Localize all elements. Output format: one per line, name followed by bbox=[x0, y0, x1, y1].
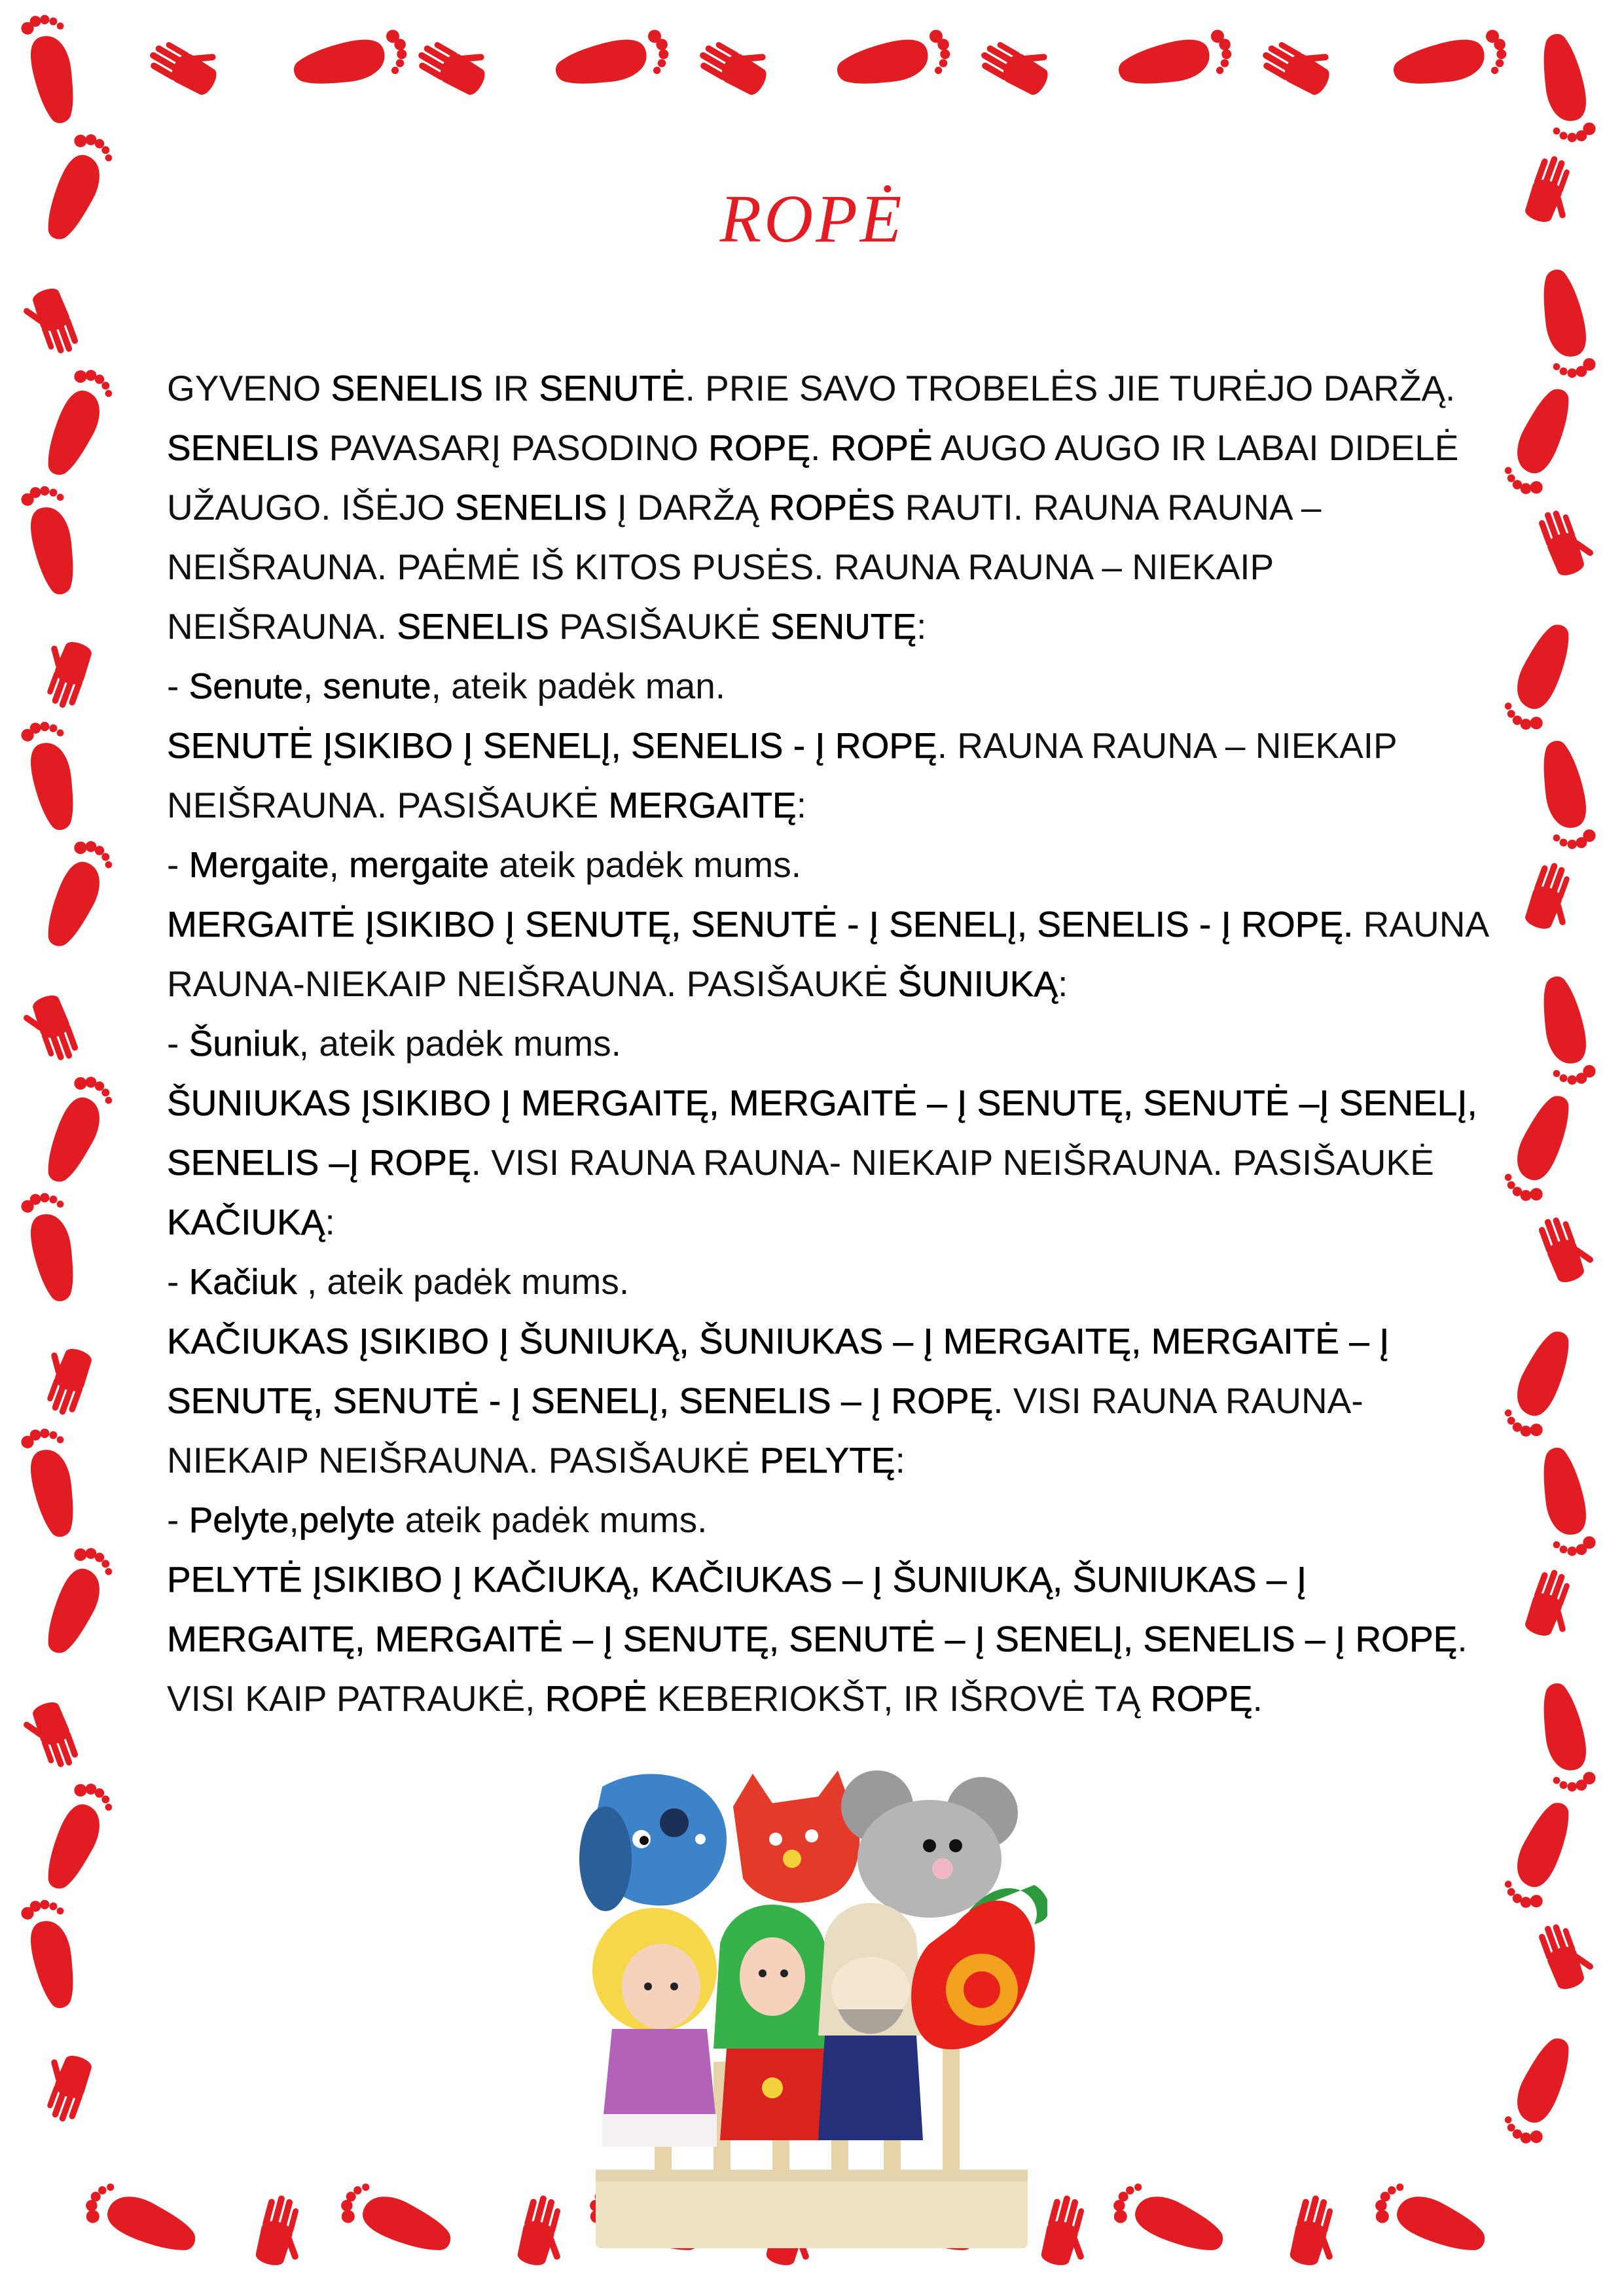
finger-puppets-illustration bbox=[576, 1761, 1047, 2258]
footprint-icon bbox=[1390, 27, 1512, 99]
story-run: - bbox=[167, 666, 189, 706]
story-emphasis: Šuniuk bbox=[189, 1023, 299, 1064]
story-run: ateik padėk mums. bbox=[395, 1499, 708, 1540]
story-emphasis: KAČIUKAS ĮSIKIBO Į ŠUNIUKĄ, ŠUNIUKAS – Į MERGAITĘ, MERGAITĖ – Į SENUTĘ, SENUTĖ - Į SENELĮ, SENELIS – Į ROPĘ bbox=[167, 1321, 1390, 1421]
story-emphasis: senute bbox=[323, 666, 431, 706]
footprint-icon bbox=[19, 480, 88, 598]
handprint-icon bbox=[32, 1341, 95, 1418]
footprint-icon bbox=[290, 27, 412, 99]
story-run: - bbox=[167, 844, 189, 885]
handprint-icon bbox=[976, 26, 1058, 99]
handprint-icon bbox=[32, 2048, 95, 2125]
story-run: ateik padėk mums. bbox=[489, 844, 802, 885]
handprint-icon bbox=[1536, 1915, 1599, 1992]
story-emphasis: MERGAITĖ ĮSIKIBO Į SENUTĘ, SENUTĖ - Į SENELĮ, SENELIS - Į ROPĘ. bbox=[167, 904, 1354, 944]
footprint-icon bbox=[40, 1543, 117, 1661]
handprint-icon bbox=[1536, 501, 1599, 579]
story-run: : bbox=[895, 1440, 905, 1480]
footprint-icon bbox=[1499, 1795, 1576, 1913]
story-emphasis: SENELIS bbox=[167, 427, 319, 468]
footprint-icon bbox=[552, 27, 674, 99]
story-emphasis: ROPĘ bbox=[708, 427, 811, 468]
story-run: , bbox=[302, 666, 323, 706]
story-emphasis: Kačiuk bbox=[189, 1261, 297, 1302]
story-emphasis: SENELIS bbox=[331, 368, 483, 408]
story-emphasis: Senute bbox=[189, 666, 303, 706]
story-run: Į DARŽĄ bbox=[607, 487, 769, 528]
handprint-icon bbox=[514, 2193, 575, 2272]
handprint-icon bbox=[18, 285, 81, 363]
story-run: KEBERIOKŠT, IR IŠROVĖ TĄ bbox=[647, 1678, 1151, 1719]
story-text bbox=[167, 359, 1502, 1729]
story-run: . VISI RAUNA RAUNA- NIEKAIP NEIŠRAUNA. PASIŠAUKĖ bbox=[167, 1380, 1363, 1480]
story-paragraph bbox=[167, 1312, 1502, 1490]
story-run: AUGO AUGO IR LABAI DIDELĖ UŽAUGO. IŠĖJO bbox=[167, 427, 1459, 528]
story-paragraph bbox=[167, 1014, 1502, 1073]
story-emphasis: ROPĖS bbox=[768, 487, 895, 528]
story-run: : bbox=[796, 785, 806, 825]
footprint-icon bbox=[19, 1894, 88, 2012]
story-emphasis: SENUTĘ bbox=[770, 606, 917, 647]
footprint-icon bbox=[1529, 30, 1598, 148]
story-run: , ateik padėk man. bbox=[431, 666, 726, 706]
footprint-icon bbox=[1499, 1323, 1576, 1442]
story-paragraph bbox=[167, 835, 1502, 895]
footprint-icon bbox=[1529, 973, 1598, 1090]
story-paragraph bbox=[167, 1550, 1502, 1729]
story-run: : bbox=[1058, 963, 1068, 1004]
story-emphasis: ROPĘ bbox=[1150, 1678, 1253, 1719]
story-run: . RAUNA RAUNA – NIEKAIP NEIŠRAUNA. PASIŠAUKĖ bbox=[167, 725, 1397, 825]
story-emphasis: MERGAITĘ bbox=[608, 785, 797, 825]
footprint-icon bbox=[1499, 1088, 1576, 1206]
handprint-icon bbox=[695, 26, 777, 99]
story-run: RAUTI. RAUNA RAUNA – NEIŠRAUNA. PAĖMĖ IŠ KITOS PUSĖS. RAUNA RAUNA – NIEKAIP NEIŠRAUNA. bbox=[167, 487, 1322, 647]
story-run: , ateik padėk mums. bbox=[297, 1261, 630, 1302]
footprint-icon bbox=[336, 2178, 459, 2259]
story-run: PAVASARĮ PASODINO bbox=[319, 427, 709, 468]
story-emphasis: Mergaite bbox=[189, 844, 329, 885]
story-run: : bbox=[325, 1202, 335, 1242]
story-emphasis: Pelyte bbox=[189, 1499, 289, 1540]
page-title: ROPĖ bbox=[719, 181, 905, 257]
handprint-icon bbox=[1536, 1208, 1599, 1285]
story-emphasis: mergaite bbox=[349, 844, 490, 885]
footprint-icon bbox=[1108, 2178, 1231, 2259]
story-emphasis: SENUTĖ ĮSIKIBO Į SENELĮ, SENELIS - Į ROPĘ bbox=[167, 725, 937, 766]
footprint-icon bbox=[1499, 617, 1576, 735]
footprint-icon bbox=[1529, 737, 1598, 855]
story-paragraph bbox=[167, 716, 1502, 835]
footprint-icon bbox=[40, 1778, 117, 1897]
story-run: , ateik padėk mums. bbox=[298, 1023, 621, 1064]
story-paragraph bbox=[167, 656, 1502, 716]
footprint-icon bbox=[40, 365, 117, 483]
footprint-icon bbox=[19, 9, 88, 127]
story-run: - bbox=[167, 1261, 189, 1302]
story-run: IR bbox=[482, 368, 539, 408]
handprint-icon bbox=[413, 26, 496, 99]
story-run: PASIŠAUKĖ bbox=[549, 606, 771, 647]
handprint-icon bbox=[18, 992, 81, 1069]
story-run: . VISI KAIP PATRAUKĖ, bbox=[167, 1619, 1468, 1719]
story-paragraph bbox=[167, 1252, 1502, 1312]
story-emphasis: ROPĖ bbox=[545, 1678, 647, 1719]
handprint-icon bbox=[1287, 2193, 1348, 2272]
story-run: . bbox=[810, 427, 831, 468]
story-paragraph bbox=[167, 895, 1502, 1014]
story-emphasis: PELYTĖ ĮSIKIBO Į KAČIUKĄ, KAČIUKAS – Į ŠUNIUKĄ, ŠUNIUKAS – Į MERGAITĘ, MERGAITĖ – Į SENUTĘ, SENUTĖ – Į SENELĮ, SENELIS – Į ROPĘ bbox=[167, 1559, 1458, 1659]
story-emphasis: pelyte bbox=[298, 1499, 395, 1540]
handprint-icon bbox=[1522, 1566, 1585, 1643]
footprint-icon bbox=[40, 836, 117, 954]
story-paragraph bbox=[167, 359, 1502, 656]
handprint-icon bbox=[145, 26, 227, 99]
footprint-icon bbox=[81, 2178, 204, 2259]
story-emphasis: KAČIUKĄ bbox=[167, 1202, 325, 1242]
handprint-icon bbox=[1257, 26, 1340, 99]
story-emphasis: ŠUNIUKAS ĮSIKIBO Į MERGAITĘ, MERGAITĖ – Į SENUTĘ, SENUTĖ –Į SENELĮ, SENELIS –Į ROPĘ bbox=[167, 1083, 1477, 1183]
story-run: : bbox=[916, 606, 927, 647]
footprint-icon bbox=[1499, 381, 1576, 499]
story-emphasis: PELYTĘ bbox=[759, 1440, 895, 1480]
story-run: RAUNA RAUNA-NIEKAIP NEIŠRAUNA. PASIŠAUKĖ bbox=[167, 904, 1488, 1004]
footprint-icon bbox=[833, 27, 956, 99]
story-run: , bbox=[329, 844, 350, 885]
story-run: , bbox=[289, 1499, 299, 1540]
story-emphasis: SENELIS bbox=[455, 487, 607, 528]
story-emphasis: ŠUNIUKĄ bbox=[897, 963, 1058, 1004]
story-run: . bbox=[1252, 1678, 1263, 1719]
footprint-icon bbox=[1115, 27, 1237, 99]
story-run: - bbox=[167, 1499, 189, 1540]
story-run: - bbox=[167, 1023, 189, 1064]
handprint-icon bbox=[32, 634, 95, 711]
handprint-icon bbox=[1038, 2193, 1099, 2272]
story-run: . PRIE SAVO TROBELĖS JIE TURĖJO DARŽĄ. bbox=[685, 368, 1456, 408]
story-emphasis: SENUTĖ bbox=[539, 368, 685, 408]
footprint-icon bbox=[1529, 1679, 1598, 1797]
handprint-icon bbox=[253, 2193, 314, 2272]
footprint-icon bbox=[1529, 266, 1598, 384]
footprint-icon bbox=[19, 1187, 88, 1305]
story-paragraph bbox=[167, 1490, 1502, 1550]
footprint-icon bbox=[40, 1071, 117, 1190]
story-emphasis: SENELIS bbox=[397, 606, 549, 647]
story-run: GYVENO bbox=[167, 368, 331, 408]
story-paragraph bbox=[167, 1073, 1502, 1252]
footprint-icon bbox=[1370, 2178, 1493, 2259]
footprint-icon bbox=[1499, 2030, 1576, 2149]
handprint-icon bbox=[1522, 859, 1585, 937]
footprint-icon bbox=[19, 1423, 88, 1541]
story-run: . VISI RAUNA RAUNA- NIEKAIP NEIŠRAUNA. PASIŠAUKĖ bbox=[471, 1142, 1434, 1183]
footprint-icon bbox=[19, 716, 88, 834]
footprint-icon bbox=[1529, 1444, 1598, 1562]
handprint-icon bbox=[18, 1699, 81, 1776]
story-emphasis: ROPĖ bbox=[830, 427, 933, 468]
